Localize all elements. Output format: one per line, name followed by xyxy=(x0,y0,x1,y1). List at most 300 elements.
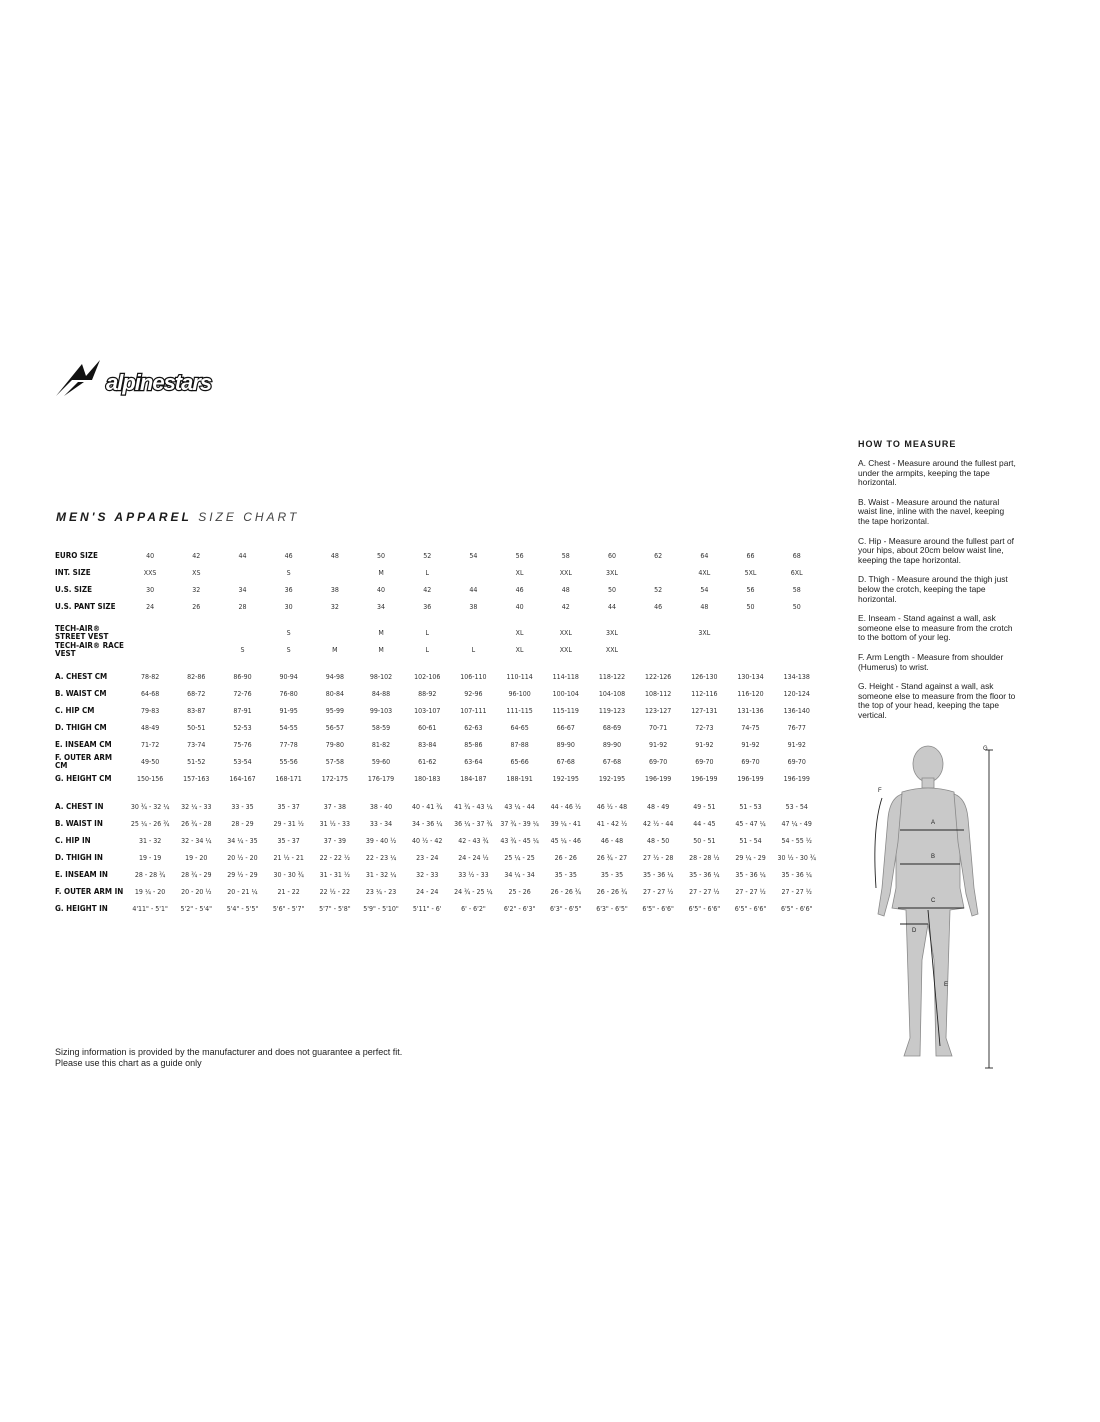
table-cell: 38 xyxy=(469,602,478,611)
table-cell: 50 xyxy=(746,602,755,611)
table-cell: 95-99 xyxy=(325,706,344,715)
table-cell: 44 - 45 xyxy=(693,819,716,828)
table-cell: 50 - 51 xyxy=(693,836,716,845)
row-label: U.S. PANT SIZE xyxy=(55,601,116,611)
table-cell: S xyxy=(286,645,291,654)
table-cell: 48-49 xyxy=(140,723,160,732)
table-cell: 68 xyxy=(792,551,801,560)
table-cell: 196-199 xyxy=(645,774,672,783)
table-row xyxy=(55,900,820,917)
table-cell: 79-80 xyxy=(325,740,344,749)
table-cell: 102-106 xyxy=(414,672,441,681)
table-cell: 25 ¼ - 26 ¾ xyxy=(130,819,170,828)
table-cell: 91-92 xyxy=(787,740,806,749)
table-cell: 43 ¾ - 45 ¼ xyxy=(500,836,539,845)
table-cell: 180-183 xyxy=(414,774,441,783)
table-cell: 46 ½ - 48 xyxy=(596,802,628,811)
table-cell: S xyxy=(286,628,291,637)
label-g: G xyxy=(983,746,988,752)
table-cell: 32 xyxy=(330,602,339,611)
table-cell: 119-123 xyxy=(598,706,626,715)
table-cell: 69-70 xyxy=(741,757,760,766)
table-cell: 48 xyxy=(561,585,570,594)
table-cell: 3XL xyxy=(606,568,618,577)
table-cell: 30 xyxy=(146,585,155,594)
table-cell: 6' - 6'2" xyxy=(461,904,486,913)
table-cell: 46 xyxy=(515,585,524,594)
table-cell: 21 - 22 xyxy=(277,887,300,896)
table-cell: 196-199 xyxy=(691,774,718,783)
table-cell xyxy=(774,624,820,641)
table-cell: 91-95 xyxy=(279,706,298,715)
table-cell: XXL xyxy=(559,645,572,654)
table-cell: 87-88 xyxy=(510,740,529,749)
table-cell: 79-83 xyxy=(140,706,160,715)
table-cell: 37 ¾ - 39 ¼ xyxy=(500,819,539,828)
table-cell: 19 - 20 xyxy=(185,853,208,862)
table-cell: 28 - 28 ½ xyxy=(689,853,720,862)
table-cell: 35 - 35 xyxy=(600,870,624,879)
table-cell: 6'5" - 6'6" xyxy=(780,904,813,913)
table-cell: 42 xyxy=(192,551,201,560)
table-cell: 32 - 33 xyxy=(416,870,439,879)
table-cell: 196-199 xyxy=(783,774,810,783)
table-cell: 58-59 xyxy=(371,723,391,732)
table-cell: M xyxy=(378,568,384,577)
table-cell: 83-87 xyxy=(187,706,206,715)
table-cell: 34 xyxy=(238,585,247,594)
size-conversion-table xyxy=(55,547,820,615)
measure-arm-text: F. Arm Length - Measure from shoulder (Humerus) to wrist. xyxy=(858,651,1004,672)
table-cell: 51-52 xyxy=(187,757,206,766)
table-cell: 52 xyxy=(654,585,663,594)
table-cell: 31 ½ - 33 xyxy=(319,819,351,828)
table-cell: 43 ¼ - 44 xyxy=(504,802,535,811)
table-cell: 24 ¾ - 25 ¼ xyxy=(454,887,493,896)
table-cell: 22 ½ - 22 xyxy=(319,887,351,896)
chart-title-light: SIZE CHART xyxy=(198,510,300,524)
table-cell: 34 - 36 ¼ xyxy=(412,819,443,828)
table-cell: 6'5" - 6'6" xyxy=(642,904,674,913)
table-cell: 22 - 23 ¼ xyxy=(365,853,397,862)
table-cell: 126-130 xyxy=(691,672,718,681)
table-cell xyxy=(635,624,681,641)
table-cell: 35 - 35 xyxy=(554,870,577,879)
table-cell: 34 ¼ - 34 xyxy=(504,870,535,879)
table-row xyxy=(55,849,820,866)
table-cell: 4'11" - 5'1" xyxy=(132,904,168,913)
table-cell: 172-175 xyxy=(321,774,348,783)
table-cell: 27 - 27 ½ xyxy=(689,887,720,896)
table-cell: 68-69 xyxy=(602,723,622,732)
table-cell: 31 - 32 ¼ xyxy=(365,870,397,879)
table-cell: 63-64 xyxy=(464,757,483,766)
row-label: E. INSEAM IN xyxy=(55,869,108,879)
table-cell: 6'3" - 6'5" xyxy=(550,904,582,913)
table-cell: 106-110 xyxy=(460,672,487,681)
table-cell xyxy=(774,641,820,658)
table-cell: 25 - 26 xyxy=(508,887,531,896)
table-cell: 39 ¼ - 41 xyxy=(550,819,581,828)
row-label: C. HIP CM xyxy=(55,705,95,715)
label-d: D xyxy=(912,928,917,934)
table-cell: 81-82 xyxy=(371,740,391,749)
table-cell: 35 - 37 xyxy=(277,836,300,845)
table-cell: 53 - 54 xyxy=(785,802,808,811)
table-cell: 27 ½ - 28 xyxy=(642,853,674,862)
table-cell: 150-156 xyxy=(136,774,164,783)
table-cell: 30 xyxy=(284,602,293,611)
table-cell: 35 - 36 ¼ xyxy=(689,870,720,879)
table-row xyxy=(55,753,820,770)
measurements-in-table xyxy=(55,798,820,917)
table-cell: 50 xyxy=(377,551,386,560)
label-a: A xyxy=(931,820,936,826)
table-cell: 33 ½ - 33 xyxy=(458,870,489,879)
table-cell: XL xyxy=(515,645,524,654)
table-cell: 56 xyxy=(515,551,524,560)
table-cell: 91-92 xyxy=(649,740,668,749)
table-cell: 24 xyxy=(146,602,155,611)
table-row xyxy=(55,564,820,581)
measure-chest-text: A. Chest - Measure around the fullest part, under the armpits, keeping the tape horizontal. xyxy=(858,458,1016,488)
table-cell: 28 ¾ - 29 xyxy=(181,870,212,879)
table-row xyxy=(55,547,820,564)
measure-waist-text: B. Waist - Measure around the natural waist line, inline with the navel, keeping the tape horizontal. xyxy=(858,496,1005,526)
table-cell: 35 - 36 ¼ xyxy=(642,870,674,879)
table-cell: 29 ¼ - 29 xyxy=(735,853,766,862)
label-f: F xyxy=(878,788,882,794)
table-cell: 184-187 xyxy=(460,774,487,783)
table-cell: 67-68 xyxy=(556,757,575,766)
table-cell: 157-163 xyxy=(183,774,210,783)
table-cell xyxy=(219,564,265,581)
table-cell: 69-70 xyxy=(787,757,806,766)
row-label: G. HEIGHT CM xyxy=(55,773,112,783)
table-cell: 99-103 xyxy=(369,706,393,715)
table-cell: 72-73 xyxy=(695,723,714,732)
table-cell: 58 xyxy=(792,585,801,594)
table-cell: 51 - 53 xyxy=(739,802,762,811)
table-cell: 67-68 xyxy=(602,757,622,766)
table-cell: 45 - 47 ¼ xyxy=(735,819,766,828)
table-cell: 46 xyxy=(654,602,663,611)
table-cell: 107-111 xyxy=(460,706,487,715)
row-label: A. CHEST IN xyxy=(55,801,104,811)
table-cell: 74-75 xyxy=(741,723,760,732)
table-cell: 49 - 51 xyxy=(693,802,716,811)
table-cell: 48 - 49 xyxy=(647,802,670,811)
table-cell: 42 ½ - 44 xyxy=(642,819,674,828)
table-cell: L xyxy=(425,628,429,637)
table-cell: 59-60 xyxy=(371,757,391,766)
table-cell: 136-140 xyxy=(783,706,810,715)
table-cell: 38 - 40 xyxy=(369,802,393,811)
table-cell: 20 - 20 ½ xyxy=(181,887,212,896)
table-cell: 75-76 xyxy=(233,740,252,749)
row-label: G. HEIGHT IN xyxy=(55,903,108,913)
table-row xyxy=(55,624,820,641)
table-cell: 92-96 xyxy=(464,689,483,698)
table-row xyxy=(55,736,820,753)
table-cell: XL xyxy=(515,628,524,637)
table-cell: XS xyxy=(192,568,201,577)
table-cell: 48 xyxy=(700,602,709,611)
table-cell: 33 - 35 xyxy=(231,802,254,811)
table-cell: 19 ¼ - 20 xyxy=(134,887,166,896)
table-row xyxy=(55,798,820,815)
table-cell: 80-84 xyxy=(325,689,344,698)
tech-air-vest-table xyxy=(55,624,820,658)
table-cell: 50-51 xyxy=(187,723,206,732)
table-cell: 49-50 xyxy=(140,757,160,766)
table-cell: 35 - 36 ¼ xyxy=(735,870,766,879)
table-cell: M xyxy=(378,645,384,654)
row-label: B. WAIST IN xyxy=(55,818,103,828)
table-cell: 28 - 29 xyxy=(231,819,254,828)
table-cell: 19 - 19 xyxy=(138,853,162,862)
brand-wordmark: alpinestars xyxy=(106,370,212,395)
table-cell: 73-74 xyxy=(187,740,206,749)
table-row xyxy=(55,883,820,900)
table-cell: 5'9" - 5'10" xyxy=(363,904,399,913)
table-cell: 27 - 27 ½ xyxy=(735,887,766,896)
table-cell: 89-90 xyxy=(602,740,622,749)
table-cell: M xyxy=(378,628,384,637)
table-cell: 66-67 xyxy=(556,723,575,732)
table-cell: 192-195 xyxy=(598,774,626,783)
footnote-line: Please use this chart as a guide only xyxy=(55,1058,202,1068)
row-label: TECH-AIR® STREET VEST xyxy=(55,623,109,641)
table-cell: 20 ½ - 20 xyxy=(227,853,258,862)
table-cell: 3XL xyxy=(606,628,618,637)
table-cell xyxy=(127,641,173,658)
table-cell: 24 - 24 xyxy=(416,887,439,896)
measurements-cm-table xyxy=(55,668,820,787)
table-cell xyxy=(635,641,681,658)
table-row xyxy=(55,770,820,787)
table-cell: 100-104 xyxy=(552,689,579,698)
table-cell: 88-92 xyxy=(418,689,437,698)
measure-height-text: G. Height - Stand against a wall, ask someone else to measure from the floor to the top of your head, keeping the tape vertical. xyxy=(858,681,1016,720)
table-cell: 76-80 xyxy=(279,689,298,698)
row-label: D. THIGH CM xyxy=(55,722,107,732)
table-cell: 91-92 xyxy=(695,740,714,749)
table-cell: 25 ¼ - 25 xyxy=(504,853,535,862)
table-cell: 36 xyxy=(423,602,432,611)
table-cell: 24 - 24 ½ xyxy=(458,853,489,862)
table-cell: XXL xyxy=(559,628,572,637)
table-cell: 41 - 42 ½ xyxy=(596,819,628,828)
table-cell: 69-70 xyxy=(649,757,668,766)
table-cell: 28 - 28 ¾ xyxy=(134,870,166,879)
table-cell: 21 ½ - 21 xyxy=(273,853,304,862)
table-cell: 41 ¾ - 43 ¼ xyxy=(454,802,493,811)
table-cell: 3XL xyxy=(698,628,711,637)
table-cell: 35 - 36 ¼ xyxy=(781,870,812,879)
table-cell: 85-86 xyxy=(464,740,483,749)
measure-hip-text: C. Hip - Measure around the fullest part of your hips, about 20cm below waist line, keeping the tape horizontal. xyxy=(858,535,1014,565)
row-label: U.S. SIZE xyxy=(55,584,92,594)
table-cell: 40 xyxy=(377,585,386,594)
table-cell: 30 - 30 ¾ xyxy=(273,870,304,879)
table-cell: 56 xyxy=(746,585,755,594)
table-cell: 61-62 xyxy=(418,757,437,766)
label-e: E xyxy=(944,982,949,988)
table-cell: 62-63 xyxy=(464,723,483,732)
table-cell: 35 - 37 xyxy=(277,802,300,811)
table-cell: 103-107 xyxy=(414,706,441,715)
table-cell: 52 xyxy=(423,551,432,560)
table-cell: 27 - 27 ½ xyxy=(781,887,812,896)
table-cell: 40 xyxy=(146,551,155,560)
how-to-measure-panel xyxy=(858,439,1018,730)
body-silhouette xyxy=(878,746,978,1056)
table-cell: 188-191 xyxy=(506,774,533,783)
table-cell: M xyxy=(332,645,338,654)
table-cell: 116-120 xyxy=(737,689,764,698)
table-cell: 68-72 xyxy=(187,689,206,698)
table-cell: 110-114 xyxy=(506,672,533,681)
table-cell: 55-56 xyxy=(279,757,298,766)
table-cell xyxy=(635,564,681,581)
table-cell: 30 ¾ - 32 ¼ xyxy=(130,802,170,811)
table-cell: 46 - 48 xyxy=(600,836,624,845)
table-cell: 54 xyxy=(469,551,478,560)
table-cell: 23 ¼ - 23 xyxy=(365,887,397,896)
table-cell: 5'7" - 5'8" xyxy=(319,904,351,913)
table-cell: 36 ¼ - 37 ¾ xyxy=(454,819,493,828)
table-cell: 26 xyxy=(192,602,201,611)
table-cell: 176-179 xyxy=(367,774,395,783)
star-logo-icon xyxy=(56,360,100,396)
table-cell: 5'6" - 5'7" xyxy=(272,904,305,913)
table-cell: 31 - 31 ½ xyxy=(319,870,351,879)
body-measurement-figure xyxy=(868,738,1008,1070)
table-cell: 111-115 xyxy=(506,706,533,715)
table-cell: 108-112 xyxy=(645,689,672,698)
measure-thigh-text: D. Thigh - Measure around the thigh just below the crotch, keeping the tape horizontal. xyxy=(858,574,1008,604)
table-cell: 130-134 xyxy=(737,672,764,681)
table-cell xyxy=(173,624,219,641)
table-cell: 46 xyxy=(284,551,293,560)
table-cell: 127-131 xyxy=(691,706,718,715)
table-cell: 42 - 43 ¾ xyxy=(458,836,489,845)
table-cell: 60 xyxy=(607,551,616,560)
table-cell: 42 xyxy=(423,585,432,594)
table-cell: 54 xyxy=(700,585,709,594)
chart-title xyxy=(56,510,299,524)
table-cell: L xyxy=(425,568,429,577)
label-c: C xyxy=(931,898,936,904)
table-cell: 64-65 xyxy=(510,723,529,732)
table-cell xyxy=(450,624,496,641)
table-cell: 78-82 xyxy=(140,672,160,681)
table-cell: 38 xyxy=(330,585,339,594)
measure-inseam-text: E. Inseam - Stand against a wall, ask someone else to measure from the crotch to the bottom of your leg. xyxy=(858,613,1013,643)
table-cell: 40 - 41 ¾ xyxy=(412,802,443,811)
table-row xyxy=(55,668,820,685)
table-cell: 44 xyxy=(469,585,478,594)
row-label: E. INSEAM CM xyxy=(55,739,112,749)
footnote xyxy=(55,1047,402,1069)
table-cell: 33 - 34 xyxy=(369,819,393,828)
table-cell: 87-91 xyxy=(233,706,252,715)
table-cell: 58 xyxy=(561,551,570,560)
table-cell: 36 xyxy=(284,585,293,594)
table-cell: 114-118 xyxy=(552,672,579,681)
table-cell: 76-77 xyxy=(787,723,806,732)
footnote-line: Sizing information is provided by the manufacturer and does not guarantee a perfect fit. xyxy=(55,1047,403,1057)
table-cell: 196-199 xyxy=(737,774,764,783)
table-cell: 192-195 xyxy=(552,774,579,783)
table-row xyxy=(55,581,820,598)
table-cell: 26 ¾ - 27 xyxy=(596,853,628,862)
table-cell: 26 ¾ - 28 xyxy=(181,819,212,828)
table-cell: 23 - 24 xyxy=(416,853,439,862)
table-cell: 57-58 xyxy=(325,757,344,766)
table-cell: 39 - 40 ½ xyxy=(365,836,397,845)
table-cell: 53-54 xyxy=(233,757,252,766)
table-cell: 44 - 46 ½ xyxy=(550,802,581,811)
table-cell: 50 xyxy=(792,602,801,611)
table-row xyxy=(55,598,820,615)
table-cell: 44 xyxy=(607,602,616,611)
table-cell: 22 - 22 ½ xyxy=(319,853,351,862)
table-cell: 91-92 xyxy=(741,740,760,749)
table-cell: 54-55 xyxy=(279,723,298,732)
table-cell xyxy=(173,641,219,658)
table-cell: 5'2" - 5'4" xyxy=(180,904,213,913)
table-cell: 64-68 xyxy=(140,689,160,698)
table-cell: 40 ½ - 42 xyxy=(412,836,443,845)
table-cell: 131-136 xyxy=(737,706,764,715)
table-cell xyxy=(450,564,496,581)
table-cell: 134-138 xyxy=(783,672,810,681)
table-cell: 48 - 50 xyxy=(647,836,670,845)
row-label: EURO SIZE xyxy=(55,550,98,560)
table-cell: 26 - 26 ¾ xyxy=(596,887,628,896)
how-to-measure-title: HOW TO MEASURE xyxy=(858,439,957,449)
table-cell: 69-70 xyxy=(695,757,714,766)
table-cell: 28 xyxy=(238,602,247,611)
table-cell: L xyxy=(471,645,476,654)
table-cell: 29 - 31 ½ xyxy=(273,819,304,828)
alpinestars-logo xyxy=(54,356,244,402)
table-cell: XL xyxy=(515,568,524,577)
table-cell: L xyxy=(425,645,429,654)
table-row xyxy=(55,685,820,702)
table-cell: 62 xyxy=(654,551,663,560)
row-label: INT. SIZE xyxy=(55,567,91,577)
row-label: B. WAIST CM xyxy=(55,688,107,698)
table-row xyxy=(55,832,820,849)
table-cell: 96-100 xyxy=(508,689,531,698)
table-cell: 26 - 26 xyxy=(554,853,577,862)
table-cell: 34 xyxy=(377,602,386,611)
row-label: TECH-AIR® RACE VEST xyxy=(55,640,124,658)
table-cell: 112-116 xyxy=(691,689,718,698)
table-row xyxy=(55,815,820,832)
table-cell: 120-124 xyxy=(783,689,810,698)
table-cell: 122-126 xyxy=(645,672,672,681)
table-cell: 44 xyxy=(238,551,247,560)
table-cell: 6'5" - 6'6" xyxy=(688,904,721,913)
table-cell: 54 - 55 ½ xyxy=(781,836,812,845)
table-cell: 82-86 xyxy=(187,672,206,681)
table-row xyxy=(55,641,820,658)
table-cell xyxy=(681,641,727,658)
